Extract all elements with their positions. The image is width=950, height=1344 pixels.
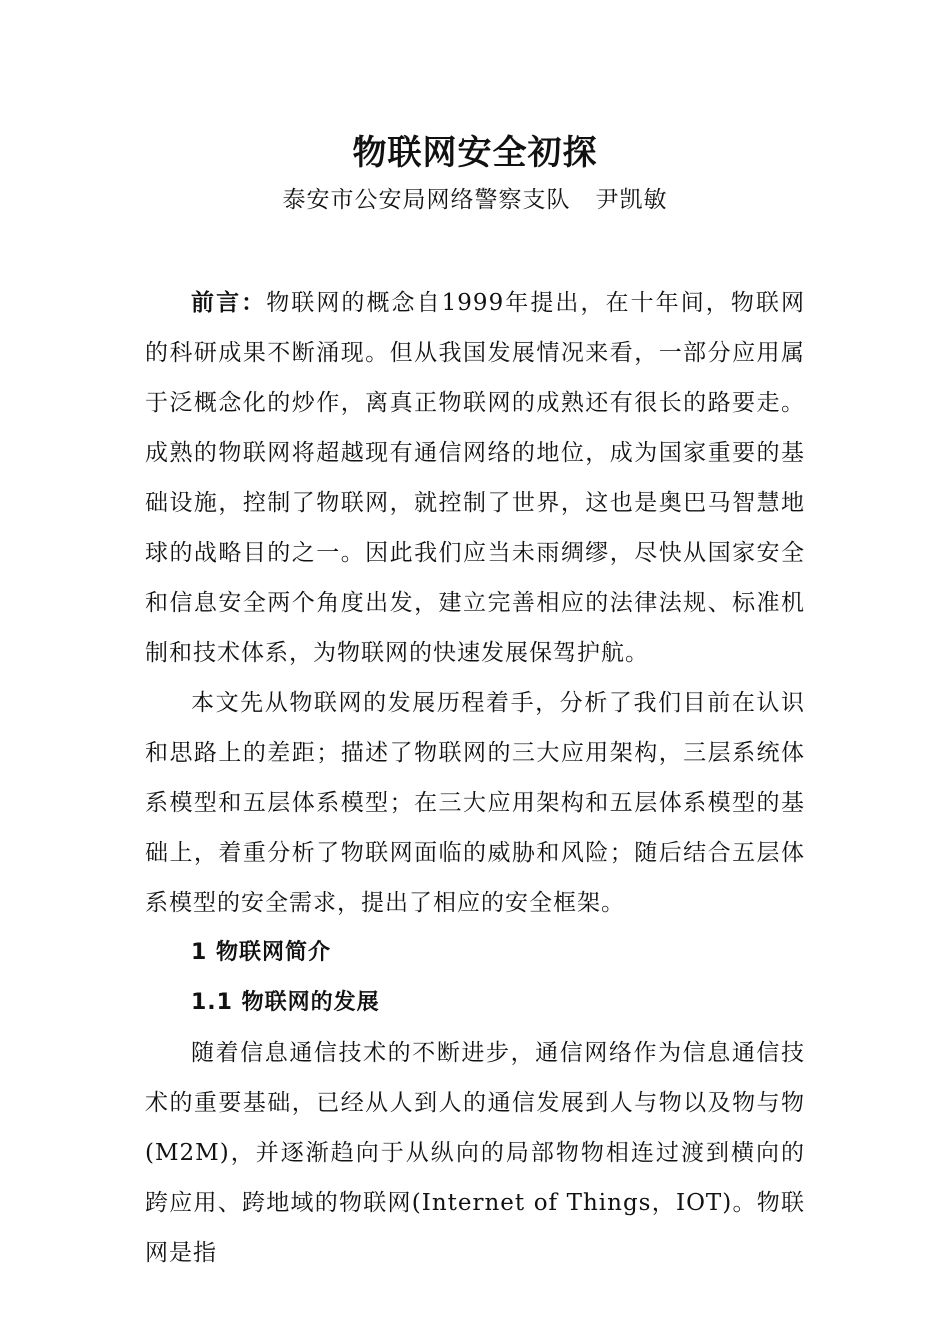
intro-paragraph: 本文先从物联网的发展历程着手，分析了我们目前在认识和思路上的差距；描述了物联网的三大应用架构，三层系统体系模型和五层体系模型；在三大应用架构和五层体系模型的基础上，着重分析了物联网面临的威胁和风险；随后结合五层体系模型的安全需求，提出了相应的安全框架。 xyxy=(145,690,805,916)
preface-paragraph xyxy=(145,278,805,678)
author-byline: 泰安市公安局网络警察支队 尹凯敏 xyxy=(282,187,668,213)
preface-text: 物联网的概念自1999年提出，在十年间，物联网的科研成果不断涌现。但从我国发展情况来看，一部分应用属于泛概念化的炒作，离真正物联网的成熟还有很长的路要走。成熟的物联网将超越现有通信网络的地位，成为国家重要的基础设施，控制了物联网，就控制了世界，这也是奥巴马智慧地球的战略目的之一。因此我们应当未雨绸缪，尽快从国家安全和信息安全两个角度出发，建立完善相应的法律法规、标准机制和技术体系，为物联网的快速发展保驾护航。 xyxy=(145,290,805,666)
preface-label: 前言： xyxy=(191,289,267,316)
section-heading-1: 1 物联网简介 xyxy=(191,940,331,965)
document-body xyxy=(145,278,805,1278)
section-heading-1-1: 1.1 物联网的发展 xyxy=(191,990,380,1015)
document-title: 物联网安全初探 xyxy=(352,133,598,173)
development-paragraph: 随着信息通信技术的不断进步，通信网络作为信息通信技术的重要基础，已经从人到人的通信发展到人与物以及物与物(M2M)，并逐渐趋向于从纵向的局部物物相连过渡到横向的跨应用、跨地域的物联网(Internet of Things，IOT)。物联网是指 xyxy=(145,1040,805,1266)
